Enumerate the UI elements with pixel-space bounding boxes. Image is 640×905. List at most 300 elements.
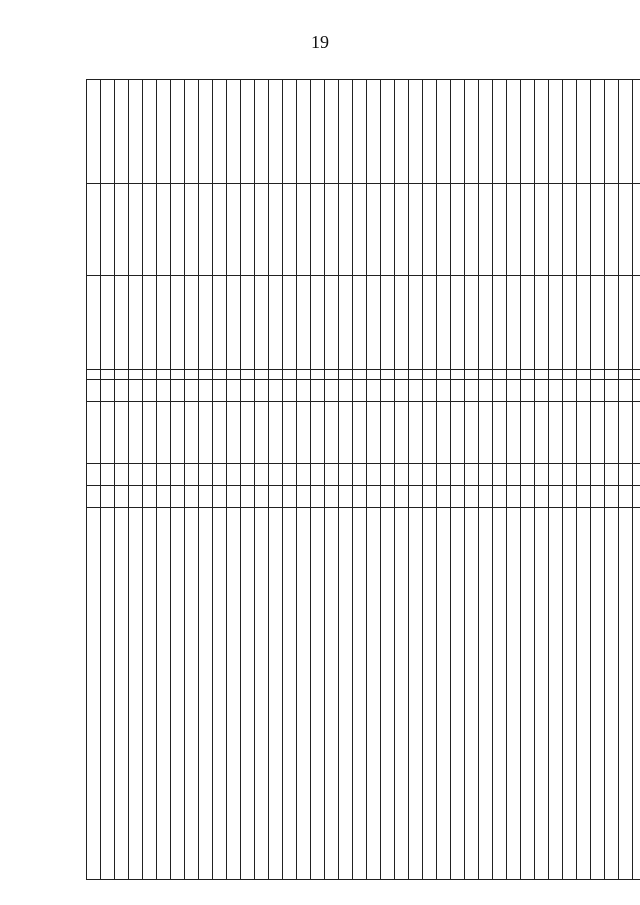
cell-description <box>633 508 640 880</box>
cell-pr <box>535 464 549 486</box>
cell-sum_1 <box>465 276 479 370</box>
cell-csr <box>465 402 479 464</box>
cell-csr <box>451 402 465 464</box>
cell-sum_2 <box>269 184 283 276</box>
cell-sum_2 <box>353 184 367 276</box>
cell-vr_flag <box>367 370 381 380</box>
cell-vr <box>619 380 633 402</box>
cell-csr <box>101 402 115 464</box>
cell-vr_flag <box>143 370 157 380</box>
cell-csr <box>353 402 367 464</box>
cell-csr <box>423 402 437 464</box>
cell-sum_2 <box>101 184 115 276</box>
cell-sum_2 <box>591 184 605 276</box>
cell-sum_2 <box>549 184 563 276</box>
cell-description <box>269 508 283 880</box>
cell-sum_3 <box>451 80 465 184</box>
cell-sum_3 <box>185 80 199 184</box>
cell-rz <box>129 486 143 508</box>
page-number: 19 <box>311 32 329 52</box>
cell-sum_2 <box>521 184 535 276</box>
cell-rz <box>507 486 521 508</box>
cell-sum_3 <box>255 80 269 184</box>
cell-description <box>451 508 465 880</box>
cell-vr <box>115 380 129 402</box>
cell-description <box>465 508 479 880</box>
cell-sum_3 <box>381 80 395 184</box>
cell-sum_1 <box>213 276 227 370</box>
cell-vr_flag <box>577 370 591 380</box>
cell-sum_2 <box>171 184 185 276</box>
table-row <box>255 80 269 880</box>
cell-pr <box>451 464 465 486</box>
cell-pr <box>171 464 185 486</box>
cell-sum_2 <box>115 184 129 276</box>
cell-description <box>241 508 255 880</box>
cell-vr_flag <box>227 370 241 380</box>
cell-sum_1 <box>199 276 213 370</box>
cell-vr_flag <box>199 370 213 380</box>
cell-vr <box>605 380 619 402</box>
cell-vr <box>185 380 199 402</box>
cell-csr <box>283 402 297 464</box>
cell-pr <box>353 464 367 486</box>
cell-vr_flag <box>605 370 619 380</box>
cell-vr <box>353 380 367 402</box>
cell-sum_2 <box>157 184 171 276</box>
cell-rz <box>395 486 409 508</box>
cell-rz <box>423 486 437 508</box>
cell-sum_1 <box>521 276 535 370</box>
cell-rz <box>465 486 479 508</box>
cell-rz <box>409 486 423 508</box>
cell-pr <box>157 464 171 486</box>
table-row <box>493 80 507 880</box>
cell-description <box>563 508 577 880</box>
cell-csr <box>395 402 409 464</box>
cell-sum_1 <box>353 276 367 370</box>
cell-sum_1 <box>507 276 521 370</box>
cell-rz <box>591 486 605 508</box>
table-row <box>437 80 451 880</box>
cell-description <box>339 508 353 880</box>
cell-rz <box>367 486 381 508</box>
cell-vr <box>409 380 423 402</box>
cell-pr <box>381 464 395 486</box>
cell-sum_2 <box>577 184 591 276</box>
cell-sum_3 <box>283 80 297 184</box>
cell-sum_2 <box>199 184 213 276</box>
cell-csr <box>157 402 171 464</box>
table-row <box>633 80 640 880</box>
cell-description <box>185 508 199 880</box>
cell-vr_flag <box>129 370 143 380</box>
cell-csr <box>577 402 591 464</box>
cell-sum_2 <box>185 184 199 276</box>
cell-vr <box>465 380 479 402</box>
cell-pr <box>493 464 507 486</box>
cell-rz <box>479 486 493 508</box>
cell-rz <box>143 486 157 508</box>
cell-description <box>367 508 381 880</box>
cell-csr <box>297 402 311 464</box>
cell-sum_2 <box>535 184 549 276</box>
cell-sum_3 <box>465 80 479 184</box>
cell-vr_flag <box>101 370 115 380</box>
cell-pr <box>423 464 437 486</box>
cell-rz <box>87 486 101 508</box>
cell-pr <box>185 464 199 486</box>
cell-description <box>87 508 101 880</box>
cell-vr <box>101 380 115 402</box>
cell-rz <box>605 486 619 508</box>
cell-pr <box>577 464 591 486</box>
cell-pr <box>213 464 227 486</box>
cell-sum_3 <box>633 80 640 184</box>
cell-pr <box>325 464 339 486</box>
cell-sum_2 <box>87 184 101 276</box>
table-row <box>605 80 619 880</box>
cell-sum_1 <box>591 276 605 370</box>
cell-vr_flag <box>521 370 535 380</box>
table-row <box>311 80 325 880</box>
cell-vr <box>479 380 493 402</box>
cell-csr <box>199 402 213 464</box>
table-row <box>535 80 549 880</box>
cell-pr <box>619 464 633 486</box>
cell-description <box>549 508 563 880</box>
table-row <box>451 80 465 880</box>
cell-csr <box>269 402 283 464</box>
cell-vr_flag <box>311 370 325 380</box>
cell-sum_1 <box>171 276 185 370</box>
cell-sum_1 <box>409 276 423 370</box>
cell-pr <box>465 464 479 486</box>
cell-sum_1 <box>297 276 311 370</box>
cell-sum_3 <box>143 80 157 184</box>
cell-vr_flag <box>437 370 451 380</box>
cell-sum_3 <box>353 80 367 184</box>
cell-vr <box>493 380 507 402</box>
cell-pr <box>339 464 353 486</box>
cell-sum_2 <box>325 184 339 276</box>
cell-rz <box>199 486 213 508</box>
cell-description <box>101 508 115 880</box>
table-row <box>87 80 101 880</box>
cell-sum_1 <box>577 276 591 370</box>
cell-rz <box>451 486 465 508</box>
cell-sum_2 <box>465 184 479 276</box>
cell-csr <box>633 402 640 464</box>
cell-sum_2 <box>563 184 577 276</box>
table-row <box>549 80 563 880</box>
cell-sum_3 <box>87 80 101 184</box>
cell-sum_2 <box>143 184 157 276</box>
cell-vr <box>255 380 269 402</box>
cell-description <box>521 508 535 880</box>
cell-sum_2 <box>633 184 640 276</box>
cell-description <box>535 508 549 880</box>
cell-csr <box>563 402 577 464</box>
cell-sum_1 <box>381 276 395 370</box>
cell-sum_1 <box>101 276 115 370</box>
cell-csr <box>381 402 395 464</box>
cell-sum_1 <box>311 276 325 370</box>
table-row <box>129 80 143 880</box>
table-row <box>521 80 535 880</box>
cell-vr <box>507 380 521 402</box>
cell-csr <box>143 402 157 464</box>
cell-rz <box>297 486 311 508</box>
table-row <box>283 80 297 880</box>
cell-vr_flag <box>633 370 640 380</box>
cell-pr <box>479 464 493 486</box>
cell-sum_2 <box>381 184 395 276</box>
cell-csr <box>409 402 423 464</box>
table-row <box>171 80 185 880</box>
cell-vr_flag <box>395 370 409 380</box>
cell-pr <box>241 464 255 486</box>
cell-sum_1 <box>493 276 507 370</box>
cell-pr <box>437 464 451 486</box>
cell-vr <box>521 380 535 402</box>
cell-rz <box>339 486 353 508</box>
cell-vr_flag <box>87 370 101 380</box>
cell-sum_2 <box>451 184 465 276</box>
cell-description <box>437 508 451 880</box>
table-row <box>381 80 395 880</box>
cell-sum_2 <box>241 184 255 276</box>
cell-description <box>591 508 605 880</box>
cell-csr <box>213 402 227 464</box>
cell-csr <box>535 402 549 464</box>
cell-vr_flag <box>563 370 577 380</box>
cell-vr_flag <box>283 370 297 380</box>
cell-vr <box>157 380 171 402</box>
cell-sum_3 <box>269 80 283 184</box>
cell-description <box>605 508 619 880</box>
table-row <box>353 80 367 880</box>
cell-rz <box>213 486 227 508</box>
cell-sum_3 <box>423 80 437 184</box>
cell-pr <box>87 464 101 486</box>
cell-sum_3 <box>157 80 171 184</box>
table-row <box>479 80 493 880</box>
rotated-table-wrapper <box>86 80 586 880</box>
cell-sum_1 <box>227 276 241 370</box>
cell-description <box>171 508 185 880</box>
cell-description <box>395 508 409 880</box>
cell-pr <box>563 464 577 486</box>
cell-sum_3 <box>409 80 423 184</box>
table-row <box>563 80 577 880</box>
cell-pr <box>633 464 640 486</box>
cell-csr <box>619 402 633 464</box>
cell-vr <box>325 380 339 402</box>
cell-vr_flag <box>591 370 605 380</box>
cell-pr <box>409 464 423 486</box>
cell-vr <box>535 380 549 402</box>
cell-sum_2 <box>507 184 521 276</box>
table-row <box>241 80 255 880</box>
cell-vr <box>227 380 241 402</box>
cell-vr <box>199 380 213 402</box>
cell-rz <box>115 486 129 508</box>
cell-csr <box>129 402 143 464</box>
cell-vr <box>269 380 283 402</box>
cell-pr <box>311 464 325 486</box>
cell-vr <box>367 380 381 402</box>
cell-csr <box>367 402 381 464</box>
cell-vr <box>633 380 640 402</box>
cell-csr <box>227 402 241 464</box>
cell-vr <box>171 380 185 402</box>
cell-vr <box>143 380 157 402</box>
cell-sum_2 <box>493 184 507 276</box>
table-area <box>86 80 586 880</box>
cell-vr <box>241 380 255 402</box>
cell-vr <box>297 380 311 402</box>
cell-description <box>157 508 171 880</box>
cell-sum_2 <box>227 184 241 276</box>
cell-pr <box>297 464 311 486</box>
cell-sum_2 <box>409 184 423 276</box>
cell-rz <box>185 486 199 508</box>
cell-sum_2 <box>619 184 633 276</box>
cell-pr <box>115 464 129 486</box>
cell-sum_1 <box>283 276 297 370</box>
table-row <box>269 80 283 880</box>
table-row <box>227 80 241 880</box>
cell-vr_flag <box>409 370 423 380</box>
cell-rz <box>311 486 325 508</box>
cell-description <box>213 508 227 880</box>
cell-rz <box>437 486 451 508</box>
cell-pr <box>395 464 409 486</box>
cell-csr <box>479 402 493 464</box>
cell-description <box>619 508 633 880</box>
cell-description <box>577 508 591 880</box>
cell-csr <box>437 402 451 464</box>
table-row <box>297 80 311 880</box>
cell-sum_1 <box>269 276 283 370</box>
cell-description <box>129 508 143 880</box>
cell-sum_2 <box>479 184 493 276</box>
cell-rz <box>563 486 577 508</box>
cell-sum_1 <box>325 276 339 370</box>
cell-pr <box>199 464 213 486</box>
cell-vr_flag <box>353 370 367 380</box>
cell-vr <box>451 380 465 402</box>
cell-sum_1 <box>87 276 101 370</box>
cell-sum_1 <box>115 276 129 370</box>
cell-description <box>479 508 493 880</box>
cell-vr_flag <box>423 370 437 380</box>
table-row <box>507 80 521 880</box>
cell-pr <box>101 464 115 486</box>
cell-csr <box>507 402 521 464</box>
cell-description <box>255 508 269 880</box>
cell-sum_1 <box>367 276 381 370</box>
cell-vr_flag <box>535 370 549 380</box>
table-row <box>339 80 353 880</box>
cell-description <box>227 508 241 880</box>
cell-csr <box>339 402 353 464</box>
cell-sum_3 <box>437 80 451 184</box>
table-row <box>115 80 129 880</box>
table-row <box>591 80 605 880</box>
cell-vr <box>213 380 227 402</box>
cell-sum_1 <box>437 276 451 370</box>
cell-sum_3 <box>577 80 591 184</box>
cell-vr_flag <box>451 370 465 380</box>
cell-description <box>423 508 437 880</box>
cell-vr <box>87 380 101 402</box>
cell-vr_flag <box>157 370 171 380</box>
cell-description <box>493 508 507 880</box>
cell-sum_3 <box>171 80 185 184</box>
cell-description <box>409 508 423 880</box>
cell-sum_3 <box>115 80 129 184</box>
cell-pr <box>255 464 269 486</box>
cell-csr <box>549 402 563 464</box>
table-row <box>465 80 479 880</box>
cell-sum_1 <box>535 276 549 370</box>
cell-rz <box>381 486 395 508</box>
cell-pr <box>129 464 143 486</box>
cell-sum_3 <box>101 80 115 184</box>
cell-rz <box>493 486 507 508</box>
cell-sum_1 <box>129 276 143 370</box>
cell-pr <box>283 464 297 486</box>
cell-rz <box>353 486 367 508</box>
table-row <box>157 80 171 880</box>
cell-rz <box>255 486 269 508</box>
cell-vr <box>283 380 297 402</box>
cell-sum_3 <box>605 80 619 184</box>
cell-sum_1 <box>563 276 577 370</box>
cell-sum_3 <box>339 80 353 184</box>
cell-pr <box>269 464 283 486</box>
cell-vr_flag <box>619 370 633 380</box>
cell-sum_1 <box>549 276 563 370</box>
table-row <box>619 80 633 880</box>
cell-description <box>199 508 213 880</box>
cell-rz <box>521 486 535 508</box>
cell-sum_1 <box>185 276 199 370</box>
cell-sum_1 <box>241 276 255 370</box>
table-row <box>185 80 199 880</box>
table-row <box>577 80 591 880</box>
cell-description <box>297 508 311 880</box>
cell-vr <box>395 380 409 402</box>
cell-rz <box>269 486 283 508</box>
cell-sum_2 <box>297 184 311 276</box>
cell-sum_2 <box>395 184 409 276</box>
cell-rz <box>283 486 297 508</box>
cell-sum_1 <box>339 276 353 370</box>
cell-csr <box>185 402 199 464</box>
cell-rz <box>633 486 640 508</box>
table-row <box>213 80 227 880</box>
cell-sum_2 <box>129 184 143 276</box>
cell-pr <box>591 464 605 486</box>
cell-sum_3 <box>199 80 213 184</box>
cell-csr <box>311 402 325 464</box>
cell-vr <box>339 380 353 402</box>
cell-rz <box>577 486 591 508</box>
cell-sum_3 <box>311 80 325 184</box>
